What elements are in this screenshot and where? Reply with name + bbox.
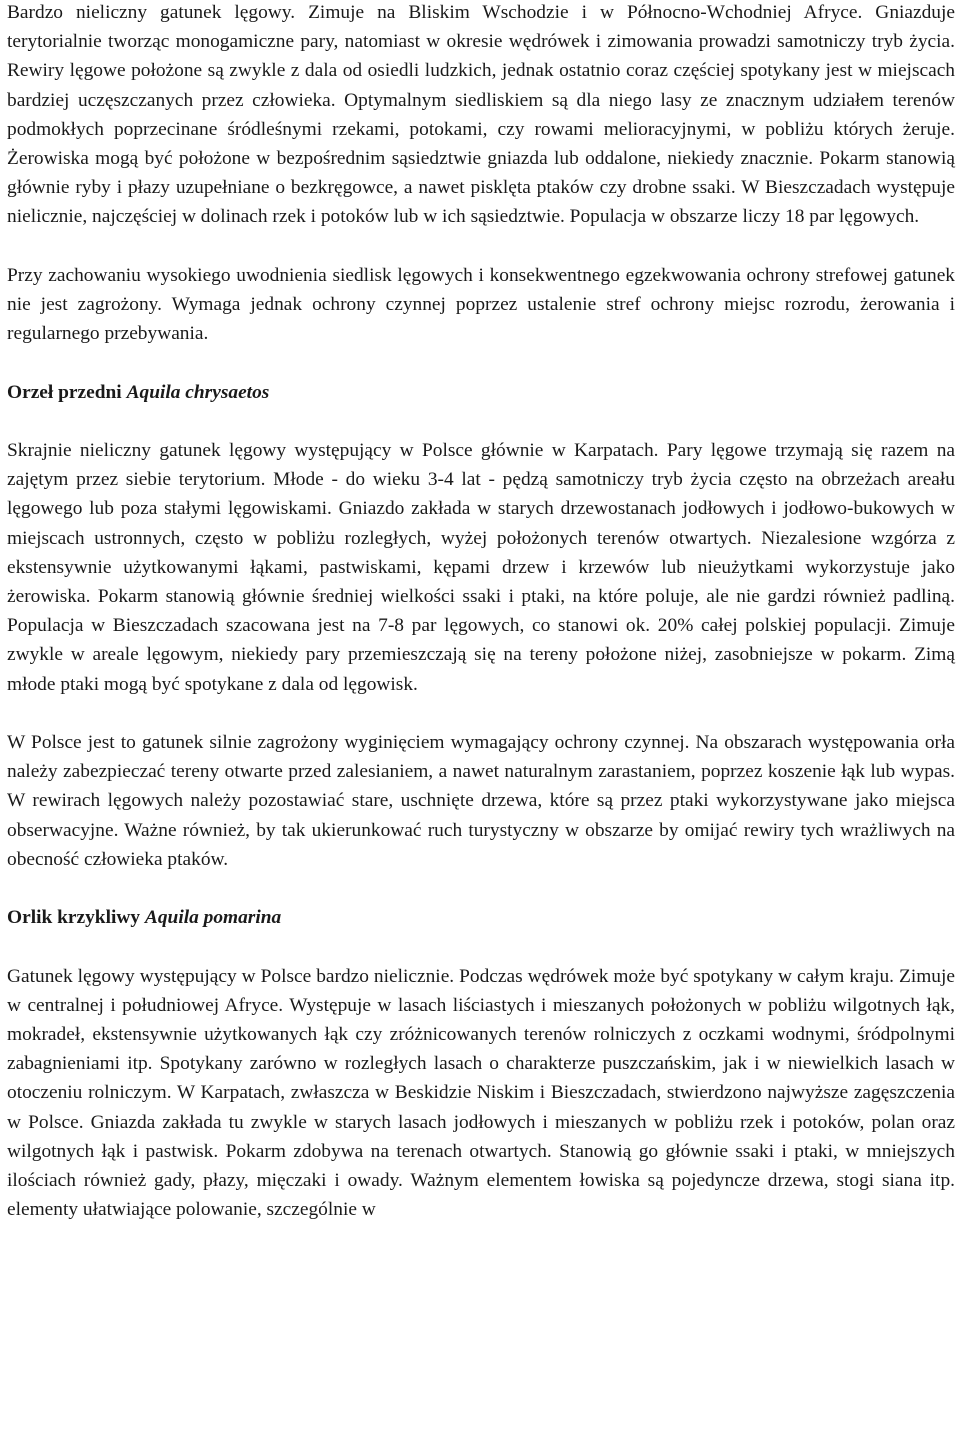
- spacer: [7, 232, 955, 261]
- spacer: [7, 699, 955, 728]
- paragraph-habitat-intro: Bardzo nieliczny gatunek lęgowy. Zimuje na Bliskim Wschodzie i w Północno-Wchodniej Afryce. Gniazduje terytorialnie tworząc monogamiczne pary, natomiast w okresie wędrówek i zimowania prowadzi samotniczy tryb życia. Rewiry lęgowe położone są zwykle z dala od osiedli ludzkich, jednak ostatnio coraz częściej spotykany jest w miejscach bardziej uczęszczanych przez człowieka. Optymalnym siedliskiem są dla niego lasy ze znacznym udziałem terenów podmokłych poprzecinane śródleśnymi rzekami, potokami, czy rowami melioracyjnymi, w pobliżu których żeruje. Żerowiska mogą być położone w bezpośrednim sąsiedztwie gniazda lub oddalone, niekiedy znacznie. Pokarm stanowią głównie ryby i płazy uzupełniane o bezkręgowce, a nawet pisklęta ptaków czy drobne ssaki. W Bieszczadach występuje nielicznie, najczęściej w dolinach rzek i potoków lub w ich sąsiedztwie. Populacja w obszarze liczy 18 par lęgowych.: [7, 2, 955, 228]
- paragraph-orzel-protection: W Polsce jest to gatunek silnie zagrożony wyginięciem wymagający ochrony czynnej. Na obszarach występowania orła należy zabezpieczać tereny otwarte przed zalesianiem, a nawet naturalnym zarastaniem, poprzez koszenie łąk lub wypas. W rewirach lęgowych należy pozostawiać stare, uschnięte drzewa, które są przez ptaki wykorzystywane jako miejsca obserwacyjne. Ważne również, by tak ukierunkować ruch turystyczny w obszarze by omijać rewiry tych wrażliwych na obecność człowieka ptaków.: [7, 732, 955, 870]
- spacer: [7, 348, 955, 377]
- species-common-name: Orlik krzykliwy: [7, 907, 141, 929]
- species-common-name: Orzeł przedni: [7, 381, 122, 403]
- spacer: [7, 932, 955, 961]
- heading-orzel-przedni: [7, 378, 955, 407]
- spacer: [7, 874, 955, 903]
- species-latin-name: Aquila chrysaetos: [126, 381, 270, 403]
- species-latin-name: Aquila pomarina: [144, 907, 282, 929]
- document-page: [7, 0, 955, 1224]
- paragraph-orzel-description: Skrajnie nieliczny gatunek lęgowy występujący w Polsce głównie w Karpatach. Pary lęgowe trzymają się razem na zajętym przez siebie terytorium. Młode - do wieku 3-4 lat - pędzą samotniczy tryb życia często na obrzeżach areału lęgowego lub poza stałymi lęgowiskami. Gniazdo zakłada w starych drzewostanach jodłowych i jodłowo-bukowych w miejscach ustronnych, często w pobliżu rozległych, wyżej położonych terenów otwartych. Niezalesione wzgórza z ekstensywnie użytkowanymi łąkami, pastwiskami, kępami drzew i krzewów lub nieużytkami wykorzystuje jako żerowiska. Pokarm stanowią głównie średniej wielkości ssaki i ptaki, na które poluje, ale nie gardzi również padliną. Populacja w Bieszczadach szacowana jest na 7-8 par lęgowych, co stanowi ok. 20% całej polskiej populacji. Zimuje zwykle w areale lęgowym, niekiedy pary przemieszczają się na tereny położone niżej, zasobniejsze w pokarm. Zimą młode ptaki mogą być spotykane z dala od lęgowisk.: [7, 440, 955, 695]
- paragraph-orlik-description: Gatunek lęgowy występujący w Polsce bardzo nielicznie. Podczas wędrówek może być spotykany w całym kraju. Zimuje w centralnej i południowej Afryce. Występuje w lasach liściastych i mieszanych położonych w pobliżu wilgotnych łąk, mokradeł, ekstensywnie użytkowanych łąk czy zróżnicowanych terenów rolniczych z oczkami wodnymi, śródpolnymi zabagnieniami itp. Spotykany zarówno w rozległych lasach o charakterze puszczańskim, jak i w niewielkich lasach w otoczeniu rolniczym. W Karpatach, zwłaszcza w Beskidzie Niskim i Bieszczadach, stwierdzono najwyższe zagęszczenia w Polsce. Gniazda zakłada tu zwykle w starych lasach jodłowych i mieszanych w pobliżu rzek i potoków, polan oraz wilgotnych łąk i pastwisk. Pokarm zdobywa na terenach otwartych. Stanowią go głównie ssaki i ptaki, w mniejszych ilościach również gady, płazy, mięczaki i owady. Ważnym elementem łowiska są pojedyncze drzewa, stogi siana itp. elementy ułatwiające polowanie, szczególnie w: [7, 965, 955, 1221]
- spacer: [7, 407, 955, 436]
- paragraph-protection: Przy zachowaniu wysokiego uwodnienia siedlisk lęgowych i konsekwentnego egzekwowania ochrony strefowej gatunek nie jest zagrożony. Wymaga jednak ochrony czynnej poprzez ustalenie stref ochrony miejsc rozrodu, żerowania i regularnego przebywania.: [7, 264, 955, 345]
- heading-orlik-krzykliwy: [7, 903, 955, 932]
